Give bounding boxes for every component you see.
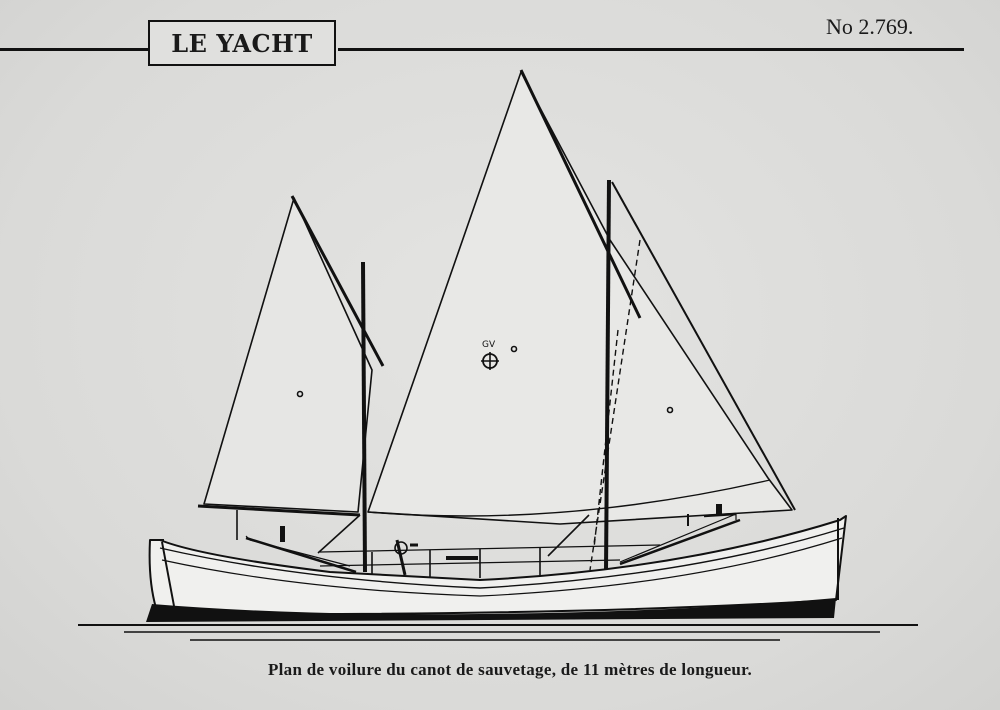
figure-caption: Plan de voilure du canot de sauvetage, de 11 mètres de longueur.	[267, 660, 753, 679]
sail-label-gv: GV	[482, 340, 496, 350]
foremast	[363, 262, 365, 572]
fore-sail	[204, 198, 372, 512]
main-sail	[368, 72, 792, 524]
hull	[150, 516, 846, 614]
issue-number: No 2.769.	[826, 14, 914, 39]
magazine-title: LE YACHT	[148, 20, 336, 66]
